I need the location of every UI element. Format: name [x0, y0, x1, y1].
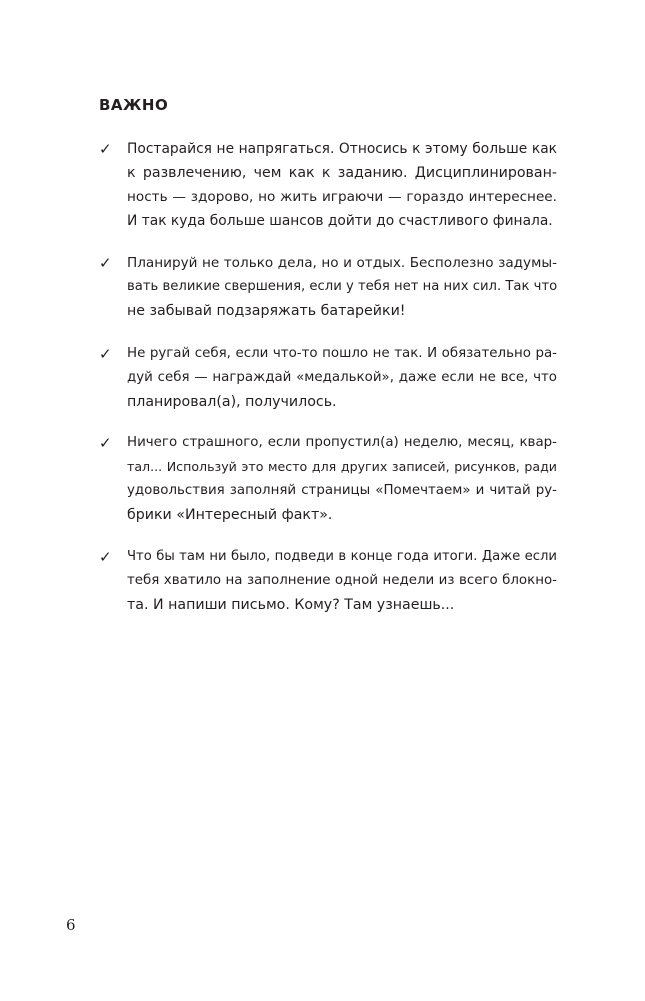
item-text-line: ность — здорово, но жить играючи — гораздо интереснее. — [127, 189, 557, 205]
item-text-line: Что бы там ни было, подведи в конце года итоги. Даже если — [127, 549, 557, 564]
list-item — [99, 137, 559, 233]
item-text-line: вать великие свершения, если у тебя нет на них сил. Так что — [127, 279, 558, 294]
item-text-line: Не ругай себя, если что-то пошло не так. И обязательно ра- — [127, 346, 557, 361]
checkmark-icon: ✓ — [99, 434, 112, 452]
page-number: 6 — [66, 916, 76, 934]
item-text-line: брики «Интересный факт». — [127, 507, 333, 523]
item-text-line: Ничего страшного, если пропустил(а) неделю, месяц, квар- — [127, 435, 557, 450]
list-item — [99, 251, 559, 323]
item-text-line: Постарайся не напрягаться. Относись к этому больше как — [127, 141, 557, 157]
item-text-line: удовольствия заполняй страницы «Помечтаем» и читай ру- — [127, 483, 557, 498]
checkmark-icon: ✓ — [99, 254, 112, 272]
item-text-line: И так куда больше шансов дойти до счастливого финала. — [127, 213, 553, 229]
item-text-line: Планируй не только дела, но и отдых. Бесполезно задумы- — [127, 255, 557, 271]
section-heading: ВАЖНО — [99, 96, 169, 114]
checkmark-icon: ✓ — [99, 548, 112, 566]
item-text-line: тал... Используй это место для других записей, рисунков, ради — [127, 459, 557, 474]
item-text-line: к развлечению, чем как к заданию. Дисциплинирован- — [127, 165, 557, 181]
item-text-line: планировал(а), получилось. — [127, 394, 337, 410]
list-item — [99, 545, 559, 617]
item-text-line: тебя хватило на заполнение одной недели из всего блокно- — [127, 573, 557, 588]
item-text-line: не забывай подзаряжать батарейки! — [127, 303, 406, 319]
item-text-line: та. И напиши письмо. Кому? Там узнаешь... — [127, 597, 455, 613]
list-item — [99, 342, 559, 414]
checkmark-icon: ✓ — [99, 345, 112, 363]
checkmark-icon: ✓ — [99, 140, 112, 158]
list-item — [99, 431, 559, 527]
item-text-line: дуй себя — награждай «медалькой», даже если не все, что — [127, 370, 557, 385]
